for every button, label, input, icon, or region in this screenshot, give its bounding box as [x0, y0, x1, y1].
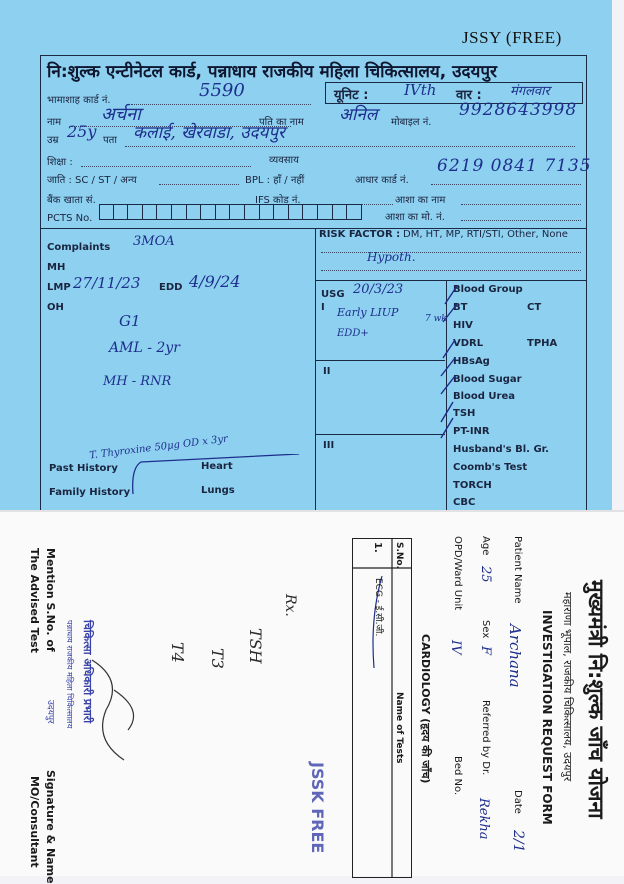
husband-value: अनिल — [339, 105, 378, 125]
usg-ii-label: II — [323, 366, 331, 377]
stamp-line-1: चिकित्सा अधिकारी प्रभारी — [81, 620, 94, 724]
bpl-label: BPL : हाँ / नहीं — [245, 175, 305, 186]
jssk-free-stamp: JSSK FREE — [308, 762, 327, 854]
date-value: 2/1 — [510, 830, 526, 853]
usg-i-label: I — [321, 302, 325, 313]
patient-name-value: Archana — [506, 624, 524, 688]
handwritten-test-tsh: TSH — [246, 628, 265, 664]
usg-date: 20/3/23 — [353, 282, 404, 297]
age-field-value: 25 — [478, 566, 493, 583]
past-history-label: Past History — [49, 463, 118, 474]
day-value: मंगलवार — [510, 84, 550, 99]
usg-iii-label: III — [323, 440, 335, 451]
family-history-label: Family History — [49, 487, 131, 498]
edd-label: EDD — [159, 282, 183, 293]
antenatal-card — [40, 55, 592, 512]
sex-value: F — [478, 646, 493, 656]
mh-value: MH - RNR — [103, 374, 172, 389]
history-note: T. Thyroxine 50μg OD x 3yr — [88, 433, 229, 462]
education-label: शिक्षा : — [47, 157, 73, 168]
test-tsh: TSH — [453, 408, 476, 419]
education-line — [81, 166, 251, 167]
address-label: पता — [103, 135, 117, 146]
ct-label: CT — [527, 302, 542, 313]
hospital-name: महाराणा भूपाल, राजकीय चिकित्सालय, उदयपुर — [561, 592, 574, 782]
test-blood-group: Blood Group — [453, 284, 523, 295]
usg-row-divider-2 — [315, 434, 445, 435]
handwritten-test-t3: T3 — [208, 648, 227, 669]
row1-test: ECG - ई.सी.जी. — [373, 578, 383, 637]
test-blood-sugar: Blood Sugar — [453, 374, 522, 385]
name-value: अर्चना — [101, 104, 141, 125]
unit-value: IVth — [404, 81, 437, 99]
address-line — [125, 146, 575, 147]
asha-mobile-label: आशा का मो. नं. — [385, 212, 445, 223]
pcts-number-boxes — [99, 204, 362, 220]
test-torch: TORCH — [453, 480, 492, 491]
test-blood-urea: Blood Urea — [453, 391, 516, 402]
handwritten-test-t4: T4 — [168, 642, 187, 663]
referred-label: Referred by Dr. — [480, 700, 491, 776]
caste-label: जाति : SC / ST / अन्य — [47, 175, 137, 186]
scheme-title: मुख्यमंत्री नि:शुल्क जाँच योजना — [584, 580, 608, 819]
asha-mobile-line — [461, 220, 581, 221]
usg-row-divider-1 — [315, 360, 445, 361]
date-label: Date — [512, 790, 523, 814]
stamp-line-2: पन्नाधाय राजकीय महिला चिकित्सालय — [65, 620, 74, 729]
sno-header: S.No. — [394, 542, 404, 570]
patient-name-label: Patient Name — [512, 536, 523, 604]
risk-factor-label: RISK FACTOR : — [319, 229, 401, 240]
form-top-edge — [0, 510, 624, 512]
mh-label: MH — [47, 262, 66, 273]
sex-label: Sex — [480, 620, 491, 639]
age-field-label: Age — [480, 536, 491, 556]
lmp-label: LMP — [47, 282, 71, 293]
name-label: नाम — [47, 117, 62, 128]
usg-note-2: 7 wk — [425, 314, 447, 324]
edd-value: 4/9/24 — [189, 272, 241, 291]
test-coombs: Coomb's Test — [453, 462, 528, 473]
card-title: नि:शुल्क एन्टीनेटल कार्ड, पन्नाधाय राजकीय महिला चिकित्सालय, उदयपुर — [47, 62, 497, 82]
bed-label: Bed No. — [452, 756, 463, 796]
column-divider — [315, 228, 316, 511]
aml-value: AML - 2yr — [109, 340, 180, 356]
mobile-label: मोबाइल नं. — [391, 117, 432, 128]
age-label: उम्र — [47, 135, 59, 146]
bank-label: बैंक खाता सं. — [47, 195, 96, 206]
risk-line-2 — [321, 270, 581, 271]
lungs-label: Lungs — [201, 485, 235, 496]
aadhar-line — [431, 184, 581, 185]
oh-label: OH — [47, 302, 64, 313]
day-label: वार : — [456, 88, 482, 103]
bhamashah-line — [131, 104, 311, 105]
address-value: कलाई, खेरवाडा, उदयपुर — [133, 123, 285, 143]
opd-label: OPD/Ward Unit — [452, 536, 463, 611]
caste-line — [159, 184, 239, 185]
husband-label: पति का नाम — [259, 117, 304, 128]
mention-line-2: The Advised Test — [28, 548, 41, 653]
risk-value: Hypoth. — [367, 250, 416, 264]
department-label: CARDIOLOGY (हृदय की जाँच) — [419, 634, 432, 784]
oh-value: G1 — [119, 312, 141, 330]
jssy-free-label: JSSY (FREE) — [462, 28, 562, 47]
usg-label: USG — [321, 289, 345, 300]
signature-line-1: Signature & Name — [44, 770, 57, 884]
bhamashah-label: भामाशाह कार्ड नं. — [47, 95, 111, 106]
form-title: INVESTIGATION REQUEST FORM — [540, 610, 554, 825]
row1-number: 1. — [372, 542, 383, 553]
opd-value: IV — [448, 640, 463, 655]
risk-line-1 — [321, 252, 581, 253]
test-cbc: CBC — [453, 497, 476, 508]
occupation-label: व्यवसाय — [269, 155, 299, 166]
complaints-value: 3MOA — [133, 234, 175, 249]
tests-tick-marks — [427, 282, 467, 442]
bt-label: BT — [453, 302, 468, 313]
pcts-label: PCTS No. — [47, 213, 93, 224]
doctor-note: Rx. — [282, 594, 298, 617]
risk-factor-options: DM, HT, MP, RTI/STI, Other, None — [403, 229, 568, 240]
test-hbsag: HBsAg — [453, 356, 490, 367]
mobile-value: 9928643998 — [459, 100, 578, 120]
usg-note-1: Early LIUP — [337, 306, 399, 319]
complaints-label: Complaints — [47, 242, 111, 253]
test-hiv: HIV — [453, 320, 473, 331]
tests-header: Name of Tests — [394, 692, 404, 764]
unit-label: यूनिट : — [334, 88, 369, 103]
doctor-signature — [84, 650, 154, 770]
mention-line-1: Mention S.No. of — [44, 548, 57, 652]
asha-label: आशा का नाम — [395, 195, 446, 206]
stamp-line-3: उदयपुर — [45, 700, 55, 724]
aadhar-label: आधार कार्ड नं. — [355, 175, 409, 186]
tpha-label: TPHA — [527, 338, 558, 349]
test-pt-inr: PT-INR — [453, 426, 490, 437]
usg-divider — [315, 280, 586, 281]
usg-note-3: EDD+ — [337, 328, 369, 339]
test-vdrl: VDRL — [453, 338, 484, 349]
heart-label: Heart — [201, 461, 233, 472]
asha-line — [461, 204, 581, 205]
age-value: 25y — [67, 122, 97, 141]
test-husband-blood-group: Husband's Bl. Gr. — [453, 444, 549, 455]
ifs-label: IFS कोड नं. — [255, 195, 301, 206]
referred-value: Rekha — [476, 798, 491, 840]
lmp-value: 27/11/23 — [73, 274, 141, 292]
signature-line-2: MO/Consultant — [28, 776, 41, 868]
bhamashah-value: 5590 — [199, 80, 245, 101]
aadhar-value: 6219 0841 7135 — [437, 156, 592, 176]
